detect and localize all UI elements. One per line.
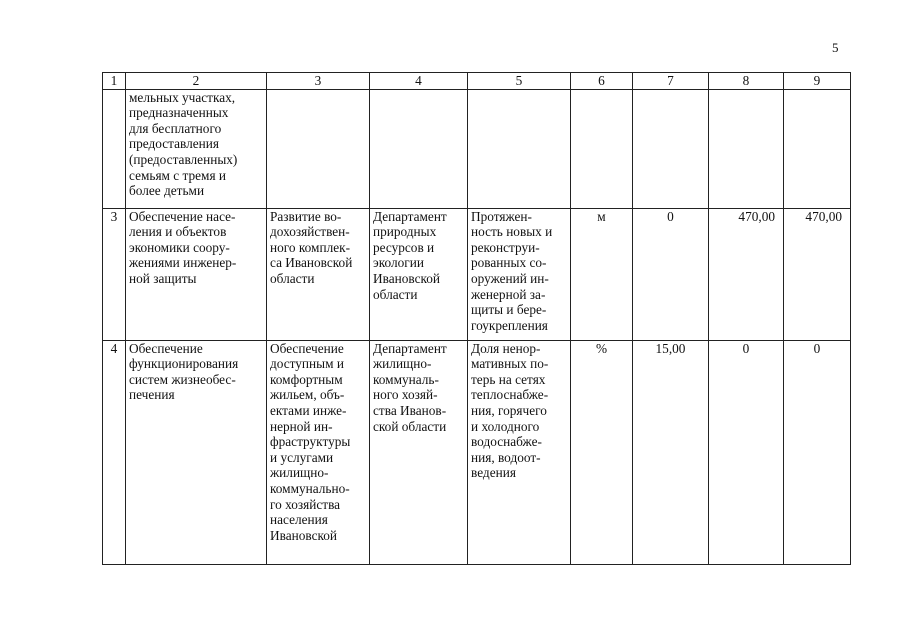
- table-row: [103, 89, 851, 208]
- header-cell: 4: [370, 73, 468, 90]
- header-row: [103, 73, 851, 90]
- unit-cell: %: [571, 340, 633, 564]
- value-cell-7: 15,00: [633, 340, 709, 564]
- header-cell: 1: [103, 73, 126, 90]
- program-cell: [267, 89, 370, 208]
- value-cell-9: [784, 89, 851, 208]
- indicator-cell: [468, 89, 571, 208]
- header-cell: 6: [571, 73, 633, 90]
- goal-cell: Обеспечение насе- ления и объектов экономики соору- жениями инженер- ной защиты: [126, 208, 267, 340]
- value-cell-9: 470,00: [784, 208, 851, 340]
- row-number: [103, 89, 126, 208]
- header-cell: 8: [709, 73, 784, 90]
- header-cell: 3: [267, 73, 370, 90]
- unit-cell: [571, 89, 633, 208]
- indicator-cell: Протяжен- ность новых и реконструи- рованных со- оружений ин- женерной за- щиты и бере- гоукрепления: [468, 208, 571, 340]
- value-cell-8: 0: [709, 340, 784, 564]
- program-cell: Развитие во- дохозяйствен- ного комплек- са Ивановской области: [267, 208, 370, 340]
- header-cell: 2: [126, 73, 267, 90]
- indicators-table: [102, 72, 851, 565]
- row-number: 4: [103, 340, 126, 564]
- unit-cell: м: [571, 208, 633, 340]
- value-cell-7: 0: [633, 208, 709, 340]
- header-cell: 9: [784, 73, 851, 90]
- department-cell: Департамент жилищно- коммуналь- ного хозяй- ства Иванов- ской области: [370, 340, 468, 564]
- row-number: 3: [103, 208, 126, 340]
- table-row: [103, 340, 851, 564]
- department-cell: Департамент природных ресурсов и экологии Ивановской области: [370, 208, 468, 340]
- table-row: [103, 208, 851, 340]
- page-number: 5: [832, 40, 839, 55]
- value-cell-8: [709, 89, 784, 208]
- goal-cell: Обеспечение функционирования систем жизнеобес- печения: [126, 340, 267, 564]
- value-cell-8: 470,00: [709, 208, 784, 340]
- header-cell: 5: [468, 73, 571, 90]
- indicator-cell: Доля ненор- мативных по- терь на сетях теплоснабже- ния, горячего и холодного водоснабже- ния, водоот- ведения: [468, 340, 571, 564]
- header-cell: 7: [633, 73, 709, 90]
- value-cell-7: [633, 89, 709, 208]
- program-cell: Обеспечение доступным и комфортным жильем, объ- ектами инже- нерной ин- фраструктуры и услугами жилищно- коммунально- го хозяйства населения Ивановской: [267, 340, 370, 564]
- value-cell-9: 0: [784, 340, 851, 564]
- department-cell: [370, 89, 468, 208]
- goal-cell: мельных участках, предназначенных для бесплатного предоставления (предоставленных) семьям с тремя и более детьми: [126, 89, 267, 208]
